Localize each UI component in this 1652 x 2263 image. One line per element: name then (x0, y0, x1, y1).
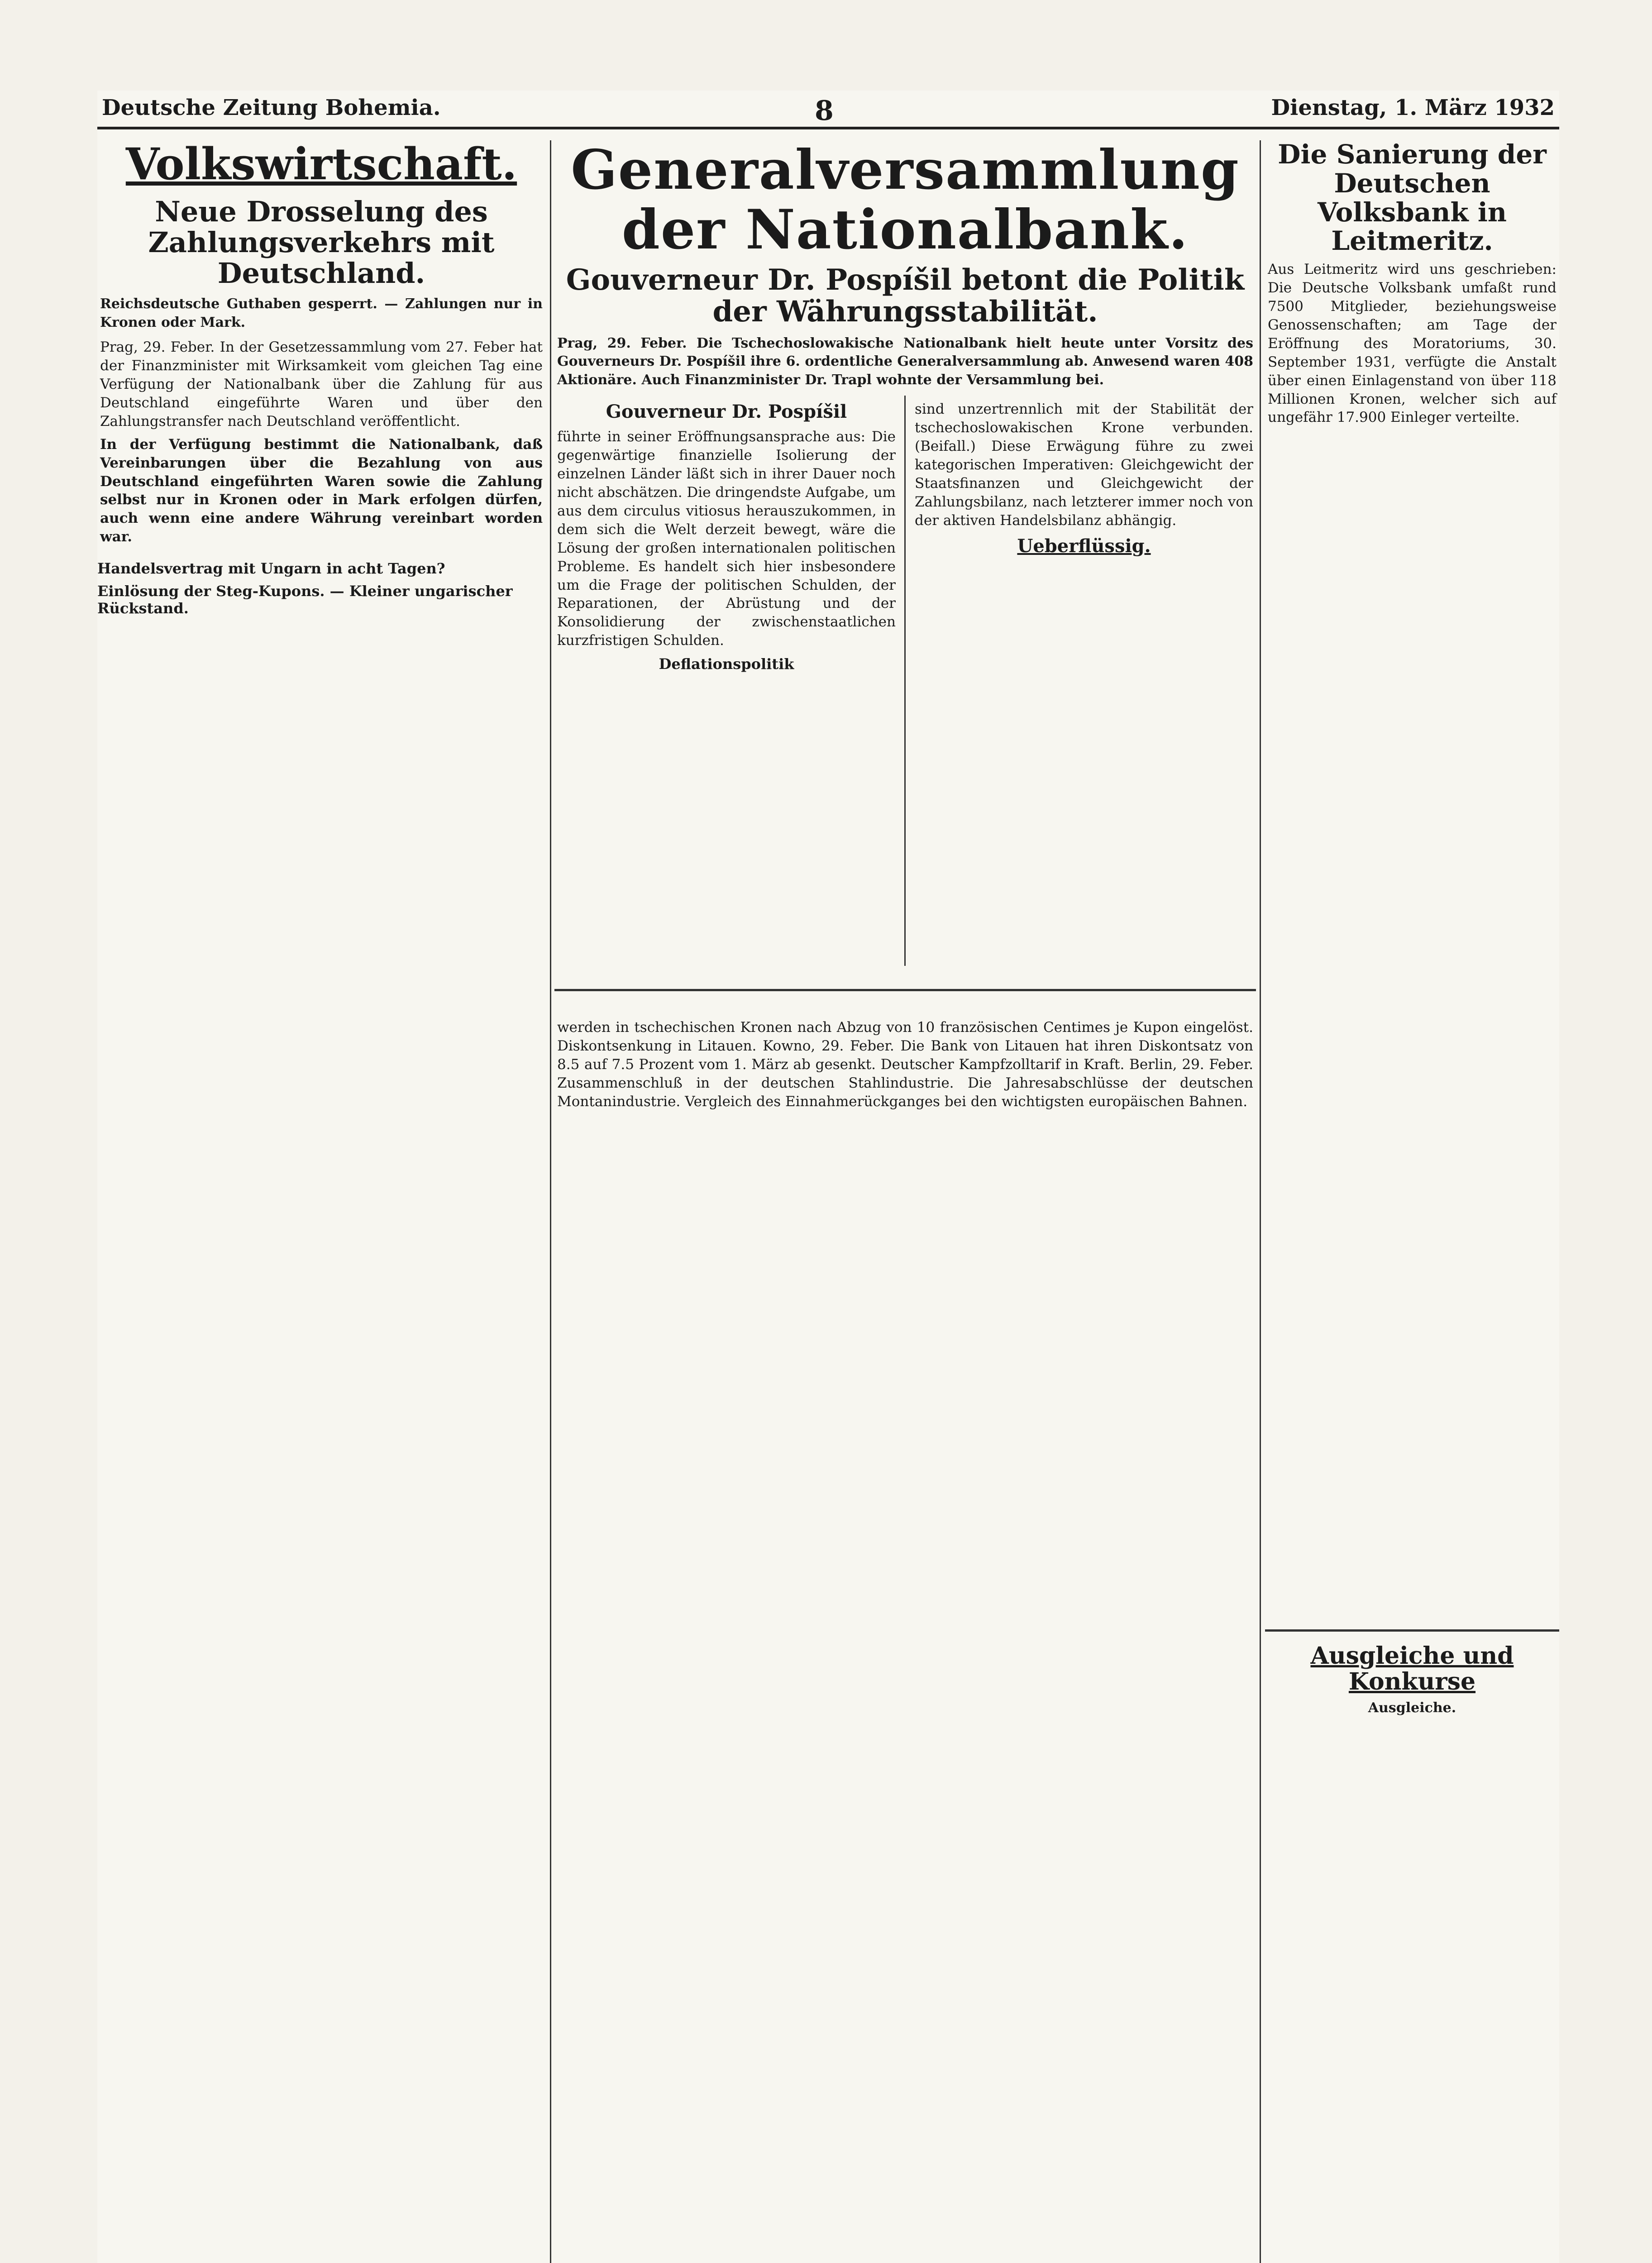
subheading: Handelsvertrag mit Ungarn in acht Tagen? (97, 560, 445, 578)
article-headline: Generalversammlung der Nationalbank. (571, 140, 1240, 262)
article-body: sind unzertrennlich mit der Stabilität der tschechoslowakischen Krone verbunden. (Beifall.) Diese Erwägung führe zu zwei kategorischen Imperativen: Gleichgewicht der Staatsfinanzen und Gleichgewicht der Zahlungsbilanz, nach letzterer immer noch von der aktiven Handelsbilanz abhängig. (915, 401, 1253, 529)
page-number: 8 (815, 95, 834, 127)
text-filler (97, 622, 545, 1890)
column-right (912, 396, 1256, 966)
article-lede: Reichsdeutsche Guthaben gesperrt. — Zahlungen nur in Kronen oder Mark. (100, 296, 543, 330)
column-rule (550, 140, 551, 2263)
article-body: In der Verfügung bestimmt die Nationalbank, daß Vereinbarungen über die Bezahlung von aus Deutschland eingeführten Waren sowie die Zahlung selbst nur in Kronen oder in Mark erfolgen dürfen, auch wenn eine andere Währung vereinbart worden war. (100, 436, 543, 545)
column-left (554, 396, 898, 966)
subheading: Ueberflüssig. (1017, 535, 1151, 557)
subheading: Gouverneur Dr. Pospíšil (606, 401, 847, 423)
column-volkswirtschaft (97, 140, 545, 2263)
article-headline: Die Sanierung der Deutschen Volksbank in Leitmeritz. (1278, 140, 1547, 257)
column-sanierung (1265, 140, 1559, 2263)
article-headline: Neue Drosselung des Zahlungsverkehrs mit Deutschland. (148, 195, 495, 290)
subheading: Einlösung der Steg-Kupons. — Kleiner ungarischer Rückstand. (97, 582, 513, 617)
paper-name: Deutsche Zeitung Bohemia. (102, 95, 441, 120)
column-generalversammlung (554, 140, 1256, 973)
article-body: führte in seiner Eröffnungsansprache aus: Die gegenwärtige finanzielle Isolierung der einzelnen Länder läßt sich in ihrer Dauer noch nicht abschätzen. Die dringendste Aufgabe, um aus dem circulus vitiosus herauszukommen, in dem sich die Welt derzeit bewegt, wäre die Lösung der großen internationalen politischen Probleme. Es handelt sich hier insbesondere um die Frage der politischen Schulden, der Reparationen, der Abrüstung und der Konsolidierung der zwischenstaatlichen kurzfristigen Schulden. (557, 429, 896, 649)
article-body: Aus Leitmeritz wird uns geschrieben: Die Deutsche Volksbank umfaßt rund 7500 Mitglieder, beziehungsweise Genossenschaften; am Tage der Eröffnung des Moratoriums, 30. September 1931, verfügte die Anstalt über einen Einlagenstand von über 118 Millionen Kronen, welcher sich auf ungefähr 17.900 Einleger verteilte. (1268, 261, 1557, 426)
box-title: Ausgleiche und Konkurse (1310, 1642, 1514, 1696)
two-column-body (554, 396, 1256, 966)
lower-news-block (554, 1014, 1256, 2263)
newspaper-page (97, 91, 1559, 2263)
section-title: Volkswirtschaft. (125, 140, 517, 190)
article-lede: Prag, 29. Feber. Die Tschechoslowakische Nationalbank hielt heute unter Vorsitz des Gouverneurs Dr. Pospíšil ihre 6. ordentliche Generalversammlung ab. Anwesend waren 408 Aktionäre. Auch Finanzminister Dr. Trapl wohnte der Versammlung bei. (557, 335, 1253, 388)
box-subtitle: Ausgleiche. (1368, 1700, 1456, 1716)
article-body: werden in tschechischen Kronen nach Abzug von 10 französischen Centimes je Kupon eingelöst. Diskontsenkung in Litauen. Kowno, 29. Feber. Die Bank von Litauen hat ihren Diskontsatz von 8.5 auf 7.5 Prozent vom 1. März ab gesenkt. Deutscher Kampfzolltarif in Kraft. Berlin, 29. Feber. Zusammenschluß in der deutschen Stahlindustrie. Die Jahresabschlüsse der deutschen Montanindustrie. Vergleich des Einnahmerückganges bei den wichtigsten europäischen Bahnen. (557, 1019, 1253, 1110)
issue-date: Dienstag, 1. März 1932 (1271, 95, 1555, 120)
article-body: Prag, 29. Feber. In der Gesetzessammlung vom 27. Feber hat der Finanzminister mit Wirksamkeit vom gleichen Tag eine Verfügung der Nationalbank über die Zahlung für aus Deutschland eingeführte Waren und über den Zahlungstransfer nach Deutschland veröffentlicht. (100, 339, 543, 430)
subheading: Deflationspolitik (659, 655, 794, 673)
section-divider (554, 989, 1256, 991)
column-rule (1260, 140, 1261, 2263)
article-subhead: Gouverneur Dr. Pospíšil betont die Politik der Währungsstabilität. (566, 263, 1245, 329)
page-header (97, 91, 1559, 129)
ausgleiche-box (1265, 1643, 1559, 1721)
column-rule (904, 396, 906, 966)
